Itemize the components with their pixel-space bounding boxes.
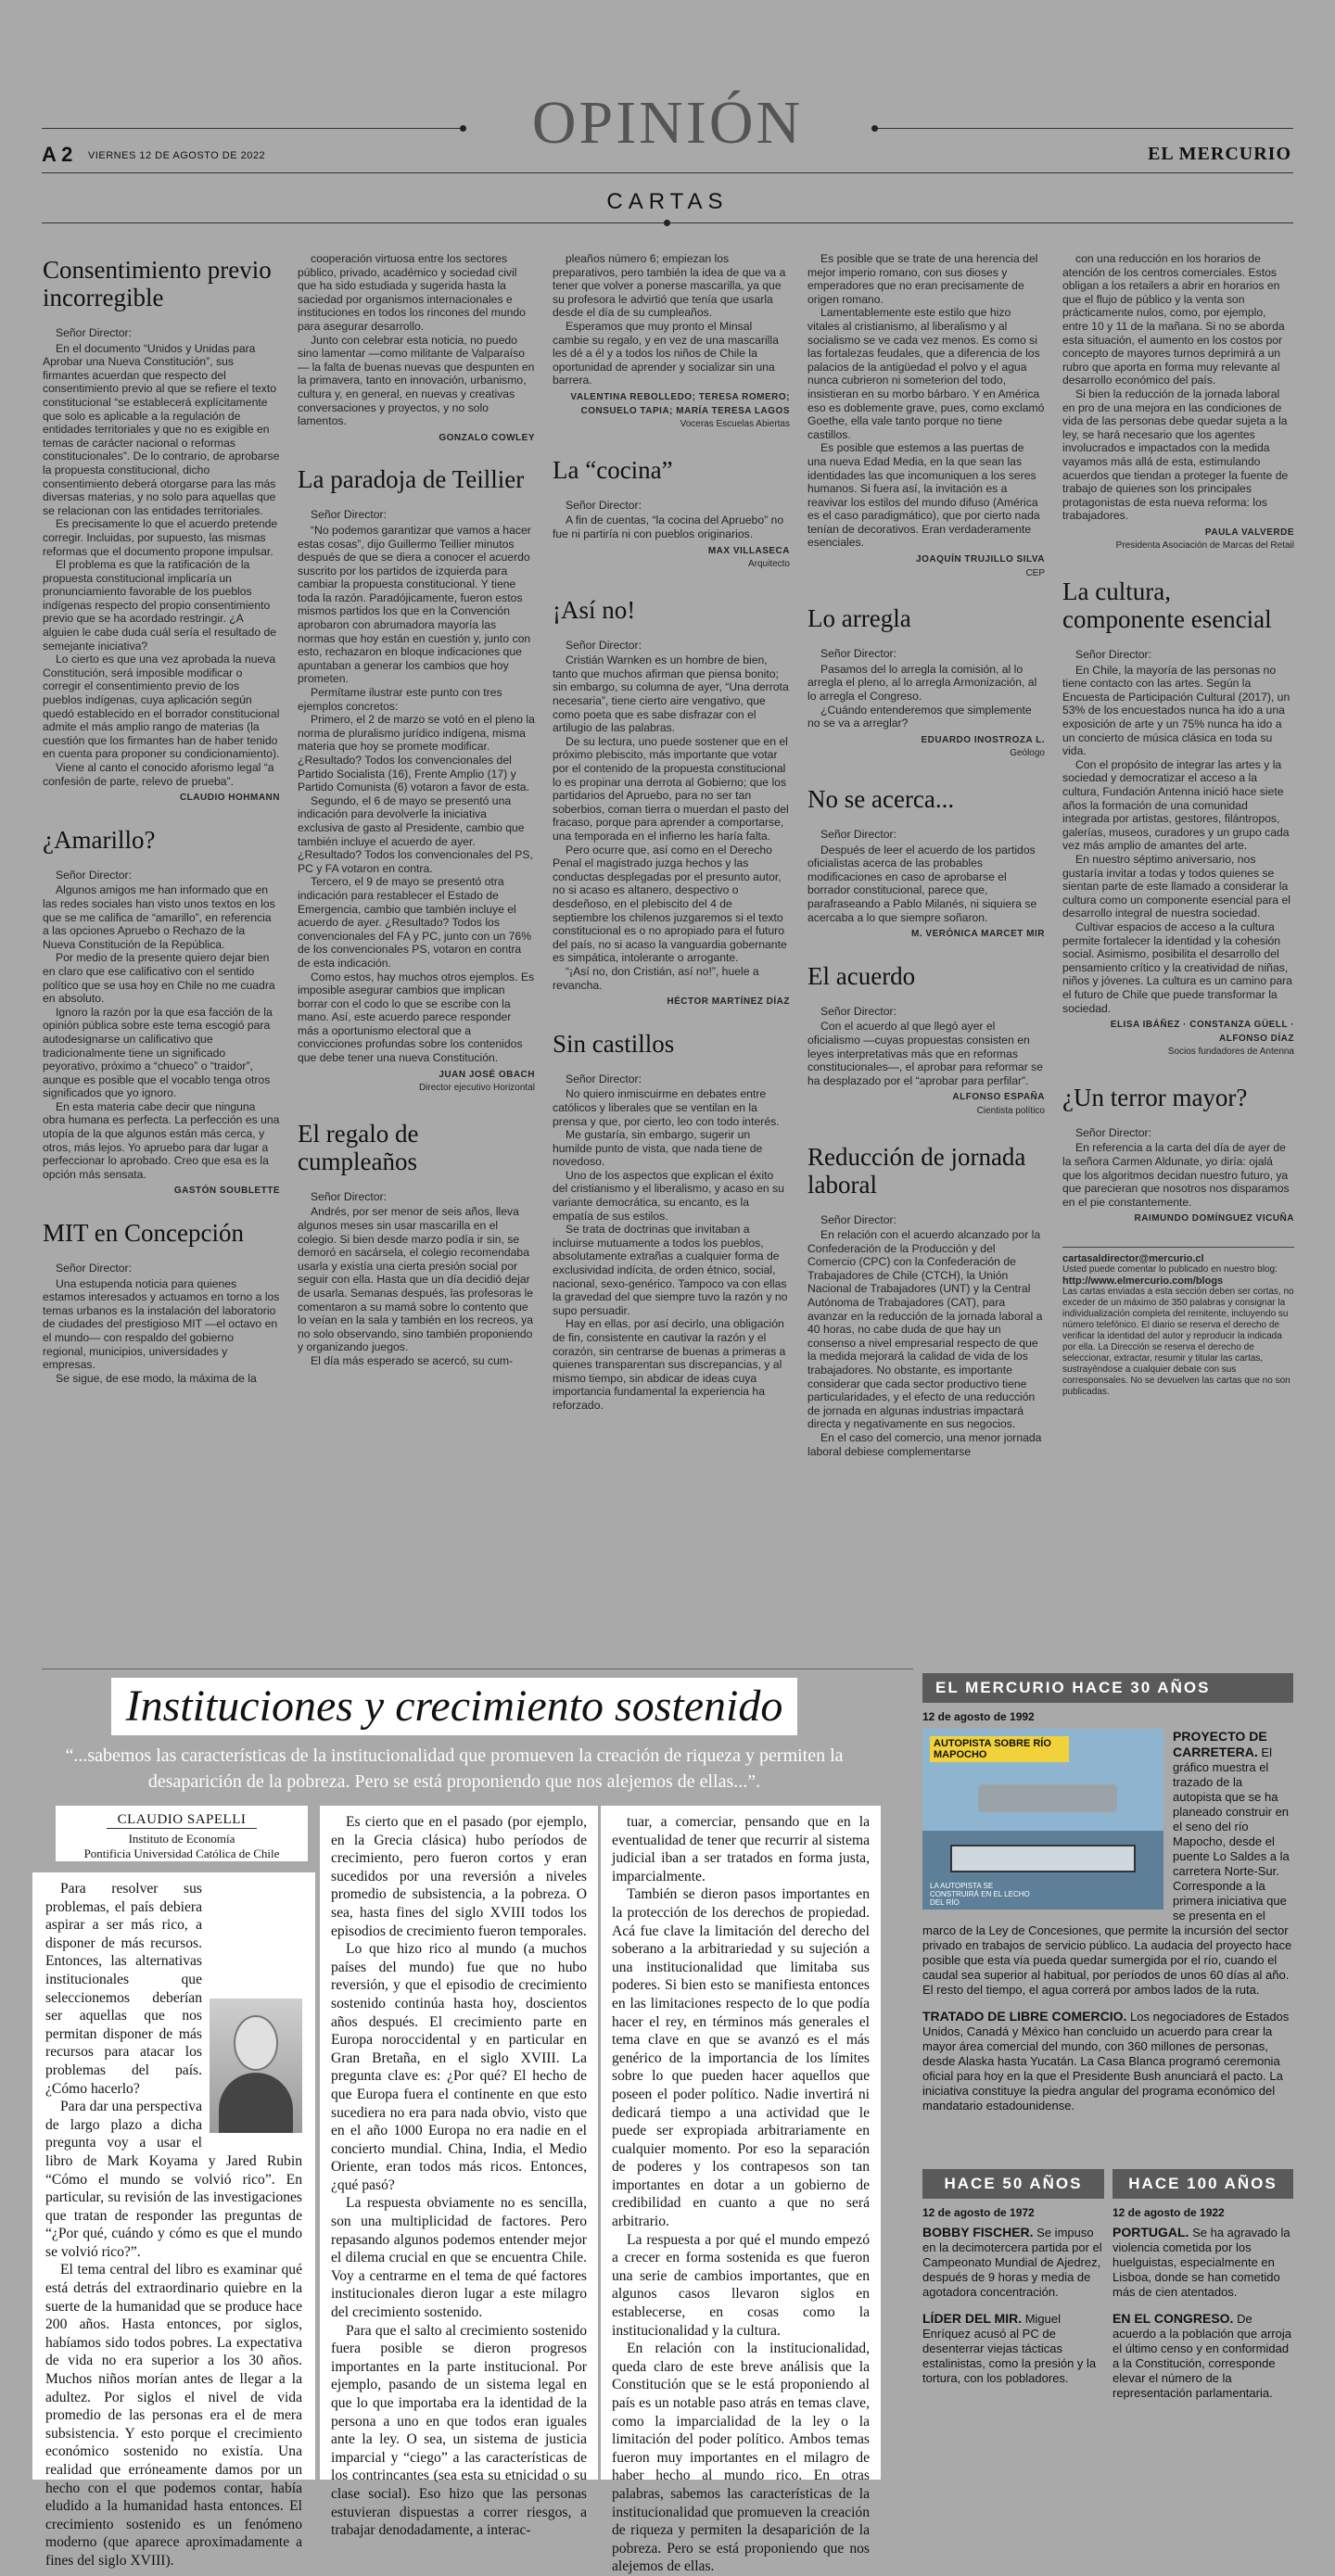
letters-column-1 <box>43 252 280 1405</box>
letter-signature: GONZALO COWLEY <box>439 432 535 443</box>
letter-paragraph: Después de leer el acuerdo de los partidos oficialistas acerca de las probables modificaciones en caso de aprobarse el borrador constitucional, parece que, parafraseando a Pablo Milanés, ni siquiera se acercaba a lo que siempre soñaron. <box>807 843 1037 924</box>
blog-url[interactable]: http://www.elmercurio.com/blogs <box>1062 1275 1224 1288</box>
letter-paragraph: Se trata de doctrinas que invitaban a incluirse mutuamente a todos los pueblos, absolutamente extrañas a cualquier forma de exclusividad indícita, de orden étnico, social, nacional, sexo-genérico. Tampoco va con ellas la gravedad del que siempre tuvo la razón y no supo persuadir. <box>553 1223 788 1317</box>
letter-paragraph: “¡Así no, don Cristián, así no!”, huele a revancha. <box>553 964 759 992</box>
column-paragraph: La respuesta obviamente no es sencilla, son una multiplicidad de factores. Pero repasando algunos podemos entender mejor el dilema crucial en que se encuentra Chile. Voy a centrarme en el tema de qué factores institucionales dieron lugar a este milagro del crecimiento sostenido. <box>331 2195 587 2321</box>
letter-paragraph: Si bien la reducción de la jornada laboral en pro de una mejora en las condiciones de vida de las personas debe quedar sujeta a la ley, se hará necesario que los agentes involucrados e impactados con la medida vayamos más allá de esta, estimulando acuerdos que tiendan a proteger la fuente de trabajo de quienes son los principales protagonistas de esta nueva reforma: los trabajadores. <box>1062 387 1289 523</box>
history-item-text: De acuerdo a la población que arroja el último censo y en conformidad a la Constitución, corresponde elevar el número de la representación parlamentaria. <box>1112 2312 1291 2400</box>
letter-paragraph: Andrés, por ser menor de seis años, lleva algunos meses sin usar mascarilla en el colegio. Si bien desde marzo podía ir sin, se demoró en sacársela, el colegio recomendaba usarla y existía una cierta presión social por seguir con ella. Hasta que un día decidió dejar de usarla. Semanas después, las profesoras le comentaron a su mamá sobre lo contento que lo veían en la sala y también en los recreos, ya no solo observando, sino también proponiendo y organizando juegos. <box>298 1205 534 1354</box>
letter-salutation: Señor Director: <box>311 1189 387 1203</box>
history-item-text: Miguel Enríquez acusó al PC de desenterrar viejas tácticas estalinistas, como la presión y la tortura, con los pobladores. <box>922 2312 1097 2385</box>
letter-title: Consentimiento previo incorregible <box>43 256 272 311</box>
letter-signature: MAX VILLASECA <box>707 545 790 556</box>
author-university: Pontificia Universidad Católica de Chile <box>83 1846 280 1860</box>
letter-paragraph: Segundo, el 6 de mayo se presentó una indicación para devolverle la iniciativa exclusiva de gasto al Presidente, cambio que también incluye el acuerdo de ayer. ¿Resultado? Todos los convencionales del PS, PC y FA votaron en contra. <box>298 793 533 875</box>
history-30-infographic <box>922 1729 1163 1910</box>
column-paragraph: El tema central del libro es examinar qué está detrás del extraordinario quiebre en la suerte de la humanidad que se produce hace 200 años. Hasta entonces, por siglos, habíamos sido todos pobres. La expectativa de vida no era superior a los 30 años. Muchos niños morían antes de llegar a la adultez. Por siglos el nivel de vida promedio de las personas era el de mera subsistencia. Y esto porque el crecimiento económico sostenido no existía. Una realidad que erróneamente damos por un hecho con el que podemos contar, había eludido a la humanidad hasta entonces. El crecimiento sostenido es un fenómeno moderno (que aparece aproximadamente a fines del siglo XVIII). <box>45 2262 302 2569</box>
letter-paragraph: En el documento “Unidos y Unidas para Aprobar una Nueva Constitución”, sus firmantes acuerdan que respecto del consentimiento previo al que se refiere el texto constitucional “se establecerá explícitamente que solo es aplicable a la regulación de entidades territoriales y que no es exigible en temas de carácter nacional o reformas constitucionales”. De lo contrario, de aprobarse la propuesta constitucional, dicho consentimiento deberá otorgarse para las más diversas materias, y no solo para aquellas que se relacionan con las entidades territoriales. <box>43 341 280 517</box>
letter-paragraph: Me gustaría, sin embargo, sugerir un humilde punto de vista, que nada tiene de novedoso. <box>553 1128 763 1169</box>
letter-paragraph: En nuestro séptimo aniversario, nos gustaría invitar a todas y todos quienes se sientan parte de este llamado a considerar la cultura como un componente esencial para el desarrollo integral de nuestra sociedad. <box>1062 852 1290 920</box>
column-text-2-box <box>320 1806 598 2539</box>
letter-role: Voceras Escuelas Abiertas <box>680 419 790 430</box>
letter-paragraph: Es posible que se trate de una herencia del mejor imperio romano, con sus dioses y emperadores que no eran precisamente de origen romano. <box>807 252 1038 306</box>
letter-paragraph: Lamentablemente este estilo que hizo vitales al cristianismo, al liberalismo y al socialismo se ve cada vez menos. Es como si las fortalezas feudales, que a diferencia de los palacios de la antigüedad el polvo y el agua nunca cubrieron ni someterion del todo, insistieran en su morbo bárbaro. Y en América eso es doblemente grave, pues, como exclamó Goethe, ella vale tanto porque no tiene castillos. <box>807 306 1045 441</box>
letter-paragraph: En referencia a la carta del día de ayer de la señora Carmen Aldunate, yo diría: ojalá que los algoritmos decidan nuestro futuro, ya que parecieran que nosotros nos disparamos en el pie constantemente. <box>1062 1141 1290 1209</box>
letter-title: La “cocina” <box>553 455 673 484</box>
column-text-2 <box>331 1813 587 2540</box>
letter-paragraph: En el caso del comercio, una menor jornada laboral debiese complementarse <box>807 1431 1042 1458</box>
letter-signature: PAULA VALVERDE <box>1204 527 1294 538</box>
column-title: Instituciones y crecimiento sostenido <box>111 1678 797 1735</box>
letter-title: MIT en Concepción <box>43 1219 244 1248</box>
history-item-text: Se impuso en la decimotercera partida por el Campeonato Mundial de Ajedrez, después de 9 horas y media de agotadora concentración. <box>922 2226 1102 2299</box>
letter <box>1062 577 1294 1060</box>
column-text-1 <box>45 1880 302 2570</box>
letter-paragraph: Cultivar espacios de acceso a la cultura permite fortalecer la identidad y la cohesión social. Asimismo, posibilita el desarrollo del pensamiento crítico y la creatividad de niñas, niños y jóvenes. La cultura es un camino para el futuro de Chile que puede transformar la sociedad. <box>1062 920 1292 1015</box>
letter-signature: ELISA IBÁÑEZ · CONSTANZA GÜELL · ALFONSO DÍAZ <box>1110 1020 1294 1044</box>
letter-paragraph: El día más esperado se acercó, su cum- <box>311 1353 514 1367</box>
letters-column-4 <box>807 252 1045 1478</box>
history-30 <box>922 1673 1293 2125</box>
letter-role: CEP <box>1025 567 1045 578</box>
letter-paragraph: Ignoro la razón por la que esa facción de la opinión pública sobre este tema escogió para autodesignarse un calificativo que tradicionalmente tiene un significado peyorativo, próximo a “chueco” o “traidor”, aunque es posible que el vocablo tenga otros significados que yo ignoro. <box>43 1005 273 1100</box>
cartas-dot <box>664 220 670 226</box>
history-30-header: EL MERCURIO HACE 30 AÑOS <box>922 1673 1293 1703</box>
letter-paragraph: cooperación virtuosa entre los sectores público, privado, académico y sociedad civil que ha sido estudiada y sugerida hasta la saciedad por organismos internacionales e instituciones en todos los rincones del mundo para asegurar desarrollo. <box>298 252 526 333</box>
letter-title: La paradoja de Teillier <box>298 465 525 494</box>
column-paragraph: Para que el salto al crecimiento sostenido fuera posible se dieron progresos importantes en la parte institucional. Por ejemplo, pasando de un sistema legal en que lo que importaba era la identidad de la persona a uno en que todos eran iguales ante la ley. O sea, un sistema de justicia imparcial y “ciego” a las características de los contrincantes (sea esta su etnicidad o su clase social). Eso hizo que las personas estuvieran dispuestas a correr riesgos, a trabajar denodadamente, a interac- <box>331 2322 587 2539</box>
letter <box>1062 1084 1294 1226</box>
letter-salutation: Señor Director: <box>820 1212 896 1226</box>
history-50 <box>922 2169 1104 2397</box>
letter-paragraph: De su lectura, uno puede sostener que en el próximo plebiscito, más importante que votar por el contenido de la propuesta constitucional lo es propinar una derrota al Gobierno; que los partidarios del Apruebo, para no ser tan soberbios, coman tierra o muerdan el pasto del fracaso, porque para aprender a comportarse, una temporada en el infierno les haría falta. <box>553 734 789 843</box>
letter-role: Director ejecutivo Horizontal <box>418 1083 535 1094</box>
history-item <box>922 2009 1293 2113</box>
history-50-items <box>922 2225 1104 2386</box>
column-quote: “...sabemos las características de la institucionalidad que promueven la creación de riqueza y permiten la desaparición de la pobreza. Pero se está proponiendo que nos alejemos de ellas...”. <box>65 1745 844 1792</box>
letter-paragraph: Pero ocurre que, así como en el Derecho Penal el magistrado juzga hechos y las conductas desplegadas por el presunto autor, no si acaso es altanero, despectivo o desdeñoso, en el plebiscito del 4 de septiembre los chilenos juzgaremos si el texto constitucional es o no apropiado para el futuro del país, no si acaso la vanguardia gobernante es simpática, intolerante o arrogante. <box>553 843 787 965</box>
letter <box>43 1219 280 1385</box>
letters-rules: Las cartas enviadas a esta sección deben ser cortas, no exceder de un máximo de 350 palabras y consignar la individualización completa del remitente, incluyendo su número telefónico. El diario se reserva el derecho de verificar la identidad del autor y reproducir la indicada por ella. La Dirección se reserva el derecho de seleccionar, extractar, resumir y titular las cartas, sustrayéndose a cualquier debate con sus corresponsales. No se devuelven las cartas que no son publicadas. <box>1062 1287 1294 1398</box>
letter-paragraph: “No podemos garantizar que vamos a hacer estas cosas”, dijo Guillermo Teillier minutos después de que se diera a conocer el acuerdo suscrito por los partidos de izquierda para cambiar la propuesta constitucional. Y tiene toda la razón. Paradójicamente, fueron estos mismos partidos los que en la Convención aprobaron con abrumadora mayoría las normas que hoy están en cuestión y, junto con esto, rechazaron en bloque indicaciones que apuntaban a generar los cambios que hoy prometen. <box>298 523 531 686</box>
letter-salutation: Señor Director: <box>566 498 642 512</box>
history-item <box>922 2225 1104 2300</box>
header-rule <box>42 172 1293 173</box>
letter-paragraph: A fin de cuentas, “la cocina del Apruebo” no fue ni partiría ni con pueblos originarios. <box>553 514 784 540</box>
letter-title: ¿Amarillo? <box>43 825 156 854</box>
column-paragraph: Es cierto que en el pasado (por ejemplo, en la Grecia clásica) hubo períodos de crecimiento, pero fueron cortos y eran sucedidos por una reversión a niveles promedio de subsistencia, a la pobreza. O sea, hasta fines del siglo XVIII todos los episodios de crecimiento fueron temporales. <box>331 1814 587 1939</box>
letter-paragraph: pleaños número 6; empiezan los preparativos, pero también la idea de que va a tener que volver a ponerse mascarilla, ya que su profesora le advirtió que tenía que usarla desde el día de su cumpleaños. <box>553 252 786 320</box>
letter <box>807 604 1045 761</box>
history-30-date: 12 de agosto de 1992 <box>922 1710 1035 1723</box>
letter-paragraph: Algunos amigos me han informado que en las redes sociales han visto unos textos en los que se me califica de “amarillo”, en referencia a las opciones Apruebo o Rechazo de la Nueva Constitución de la República. <box>43 883 275 951</box>
column-paragraph: tuar, a comerciar, pensando que en la eventualidad de tener que recurrir al sistema judicial iban a ser tratados en forma justa, imparcialmente. <box>612 1814 870 1884</box>
column-author: CLAUDIO SAPELLI <box>107 1812 258 1829</box>
letter-salutation: Señor Director: <box>1075 648 1151 662</box>
column-paragraph: Para dar una perspectiva de largo plazo a dicha pregunta voy a usar el libro de Mark Koyama y Jared Rubin “Cómo el mundo se volvió rico”. En particular, su revisión de las investigaciones que tratan de responder las preguntas de “¿Por qué, cuándo y cómo es que el mundo se volvió rico?”. <box>45 2099 302 2260</box>
letters-column-3 <box>553 252 790 1433</box>
history-100-items <box>1112 2225 1293 2401</box>
letter-role: Geólogo <box>1010 748 1045 759</box>
letter-signature: JOAQUÍN TRUJILLO SILVA <box>916 554 1045 565</box>
letter-role: Socios fundadores de Antenna <box>1167 1047 1294 1058</box>
letter-paragraph: Con el propósito de integrar las artes y la sociedad y democratizar el acceso a la cultura, Fundación Antenna inició hace siete años la formación de una comunidad integrada por artistas, gestores, filántropos, galerías, museos, curadores y un grupo cada vez más amplio de amantes del arte. <box>1062 757 1290 853</box>
letter-title: La cultura, componente esencial <box>1062 577 1272 634</box>
letter-signature: ALFONSO ESPAÑA <box>952 1092 1045 1103</box>
history-item-text: El gráfico muestra el trazado de la autopista que se ha planeado construir en el seno del río Mapocho, desde el puente Lo Saldes a la carretera Norte-Sur. Corresponde a la primera iniciativa que se presenta en el marco de la Ley de Concesiones, que permite la incursión del sector privado en trabajos de servicio público. La audacia del proyecto hace posible que esta vía pueda quedar sumergida por el río, cuando el caudal sea superior al habitual, por períodos de unos 60 días al año. El resto del tiempo, el agua correrá por ambos lados de la ruta. <box>922 1745 1292 1997</box>
letter-paragraph: con una reducción en los horarios de atención de los centros comerciales. Estos obligan a los retailers a abrir en horarios en que el flujo de público y la venta son prácticamente nulos, como, por ejemplo, entre 10 y 11 de la mañana. Si no se aborda esta situación, el aumento en los costos por concepto de mayores turnos deprimirá a un rubro que aporta en forma muy relevante al desarrollo económico del país. <box>1062 252 1285 387</box>
column-text-3-box <box>601 1806 881 2575</box>
author-photo <box>210 1999 302 2133</box>
letter-paragraph: Viene al canto el conocido aforismo legal “a confesión de parte, relevo de prueba”. <box>43 761 274 788</box>
history-item-text: Se ha agravado la violencia cometida por los huelguistas, especialmente en Lisboa, donde se han cometido más de cien atentados. <box>1112 2226 1290 2299</box>
history-item <box>922 2311 1104 2386</box>
letter-paragraph: Lo cierto es que una vez aprobada la nueva Constitución, será imposible modificar o corregir el consentimiento previo de los pueblos indígenas, cuya aplicación según quedó establecido en el borrador constitucional admite el más amplio rango de materias (la cuestión que los firmantes han de haber tenido en cuenta para proponer su condicionamiento). <box>43 653 280 761</box>
history-item-head: LÍDER DEL MIR. <box>922 2311 1023 2326</box>
history-item-head: PROYECTO DE CARRETERA. <box>1173 1729 1267 1759</box>
letter-paragraph: Es precisamente lo que el acuerdo pretende corregir. Incluidas, por supuesto, las mismas reformas que el documento propone impulsar. <box>43 517 278 558</box>
letter <box>553 456 790 572</box>
column-paragraph: Lo que hizo rico al mundo (a muchos países del mundo) fue que no hubo reversión, y que el episodio de crecimiento sostenido continúa hasta hoy, doscientos años después. El crecimiento parte en Europa noroccidental y en particular en Gran Bretaña, en el siglo XVIII. La pregunta clave es: ¿Por qué? El hecho de que Europa fuera el continente en que esto sucediera no era para nada obvio, visto que en el año 1000 Europa no era nadie en el concierto mundial. China, India, el Medio Oriente, eran todos más ricos. Entonces, ¿qué pasó? <box>331 1941 587 2193</box>
column-paragraph: La respuesta a por qué el mundo empezó a crecer en forma sostenida es que fueron una serie de cambios importantes, que en algunos casos llevaron siglos en establecerse, en cosas como la institucionalidad y la cultura. <box>612 2231 870 2339</box>
letter <box>807 252 1045 580</box>
history-100 <box>1112 2169 1293 2412</box>
letter <box>298 465 535 1096</box>
letter-paragraph: Permítame ilustrar este punto con tres ejemplos concretos: <box>298 686 502 713</box>
letter-paragraph: Como estos, hay muchos otros ejemplos. Es imposible asegurar cambios que implican borrar con el codo lo que se escribe con la mano. Así, este acuerdo parece responder más a oportunismo electoral que a convicciones profundas sobre los contenidos que debe tener una nueva Constitución. <box>298 970 535 1065</box>
letter-paragraph: Hay en ellas, por así decirlo, una obligación de fin, consistente en cautivar la razón y el corazón, sin centrarse de buenas a primeras a quienes transparentan sus discrepancias, y al mismo tiempo, sin abdicar de ideas cuya importancia fundamental la experiencia ha reforzado. <box>553 1317 786 1412</box>
page-number: A 2 <box>42 143 73 166</box>
letter-paragraph: Pasamos del lo arregla la comisión, al lo arregla el pleno, al lo arregla Armonización, al lo arregla el Congreso. <box>807 662 1037 704</box>
column-paragraph: Para resolver sus problemas, el país debiera aspirar a ser más rico, a disponer de más recursos. Entonces, las alternativas institucionales que seleccionemos deberían ser aquellas que nos permitan disponer de más recursos para atacar los problemas del país. ¿Cómo hacerlo? <box>45 1881 202 2097</box>
letter-paragraph: Primero, el 2 de marzo se votó en el pleno la norma de pluralismo jurídico indígena, misma materia que hoy se promete modificar. ¿Resultado? Todos los convencionales del Partido Socialista (16), Frente Amplio (17) y Partido Comunista (6) votaron a favor de esta. <box>298 713 535 794</box>
letter-title: ¡Así no! <box>553 595 636 624</box>
history-100-header: HACE 100 AÑOS <box>1112 2169 1293 2199</box>
letter-paragraph: Con el acuerdo al que llegó ayer el oficialismo —cuyas propuestas consisten en leyes interpretativas más que en reformas constitucionales—, el aprobar para reformar se ha desplazado por el “aprobar para perfilar”. <box>807 1020 1044 1087</box>
letter-signature: GASTÓN SOUBLETTE <box>173 1186 280 1197</box>
letters-email[interactable]: cartasaldirector@mercurio.cl <box>1062 1253 1204 1265</box>
letter-salutation: Señor Director: <box>56 326 132 339</box>
letter-paragraph: Por medio de la presente quiero dejar bien en claro que ese calificativo con el sentido político que se usa hoy en Chile no me cuadra en absoluto. <box>43 951 275 1006</box>
letter-paragraph: ¿Cuándo entenderemos que simplemente no se va a arreglar? <box>807 703 1032 730</box>
letter-paragraph: En esta materia cabe decir que ninguna obra humana es perfecta. La perfección es una utopía de la que algunos están más cerca, y otros, más lejos. Yo apruebo para dar lugar a perfeccionar lo aprobado. Creo que esa es la opción más sensata. <box>43 1099 280 1181</box>
letter-salutation: Señor Director: <box>566 638 642 652</box>
history-item-head: BOBBY FISCHER. <box>922 2225 1034 2240</box>
letter-title: Sin castillos <box>553 1029 675 1058</box>
letter <box>807 962 1045 1119</box>
letter-paragraph: Esperamos que muy pronto el Minsal cambie su regalo, y en vez de una mascarilla les dé a él y a todos los niños de Chile la oportunidad de aprender y socializar sin una barrera. <box>553 319 779 387</box>
letter-paragraph: Se sigue, de ese modo, la máxima de la <box>56 1371 257 1385</box>
column-paragraph: En relación con la institucionalidad, queda claro de este breve análisis que la Constitución que se le está proponiendo al país es un notable paso atrás en temas clave, como la imparcialidad de la ley o la limitación del poder político. Ambos temas fueron muy importantes en el milagro de haber hecho al mundo rico. En otras palabras, sabemos las características de la institucionalidad que promueven la creación de riqueza y permiten la desaparición de la pobreza. Pero se está proponiendo que nos alejemos de ellas. <box>612 2341 870 2575</box>
letter-salutation: Señor Director: <box>820 1004 896 1018</box>
letter-paragraph: El problema es que la ratificación de la propuesta constitucional implicaría un pronunciamiento favorable de los pueblos indígenas respecto del propio consentimiento previo que se ha acordado restringir. ¿A alguien le cabe duda cuál sería el resultado de semejante iniciativa? <box>43 558 277 653</box>
history-item-head: TRATADO DE LIBRE COMERCIO. <box>922 2009 1127 2024</box>
letter-title: Lo arregla <box>807 604 911 633</box>
letter-role: Arquitecto <box>747 559 790 570</box>
history-item <box>1112 2311 1293 2401</box>
letter-signature: JUAN JOSÉ OBACH <box>439 1069 535 1080</box>
column-text-1-box <box>32 1872 315 2569</box>
section-title: OPINIÓN <box>531 89 804 157</box>
infographic-label: LA AUTOPISTA SE CONSTRUIRÁ EN EL LECHO DEL RÍO <box>930 1882 1030 1907</box>
letter-title: No se acerca... <box>807 785 955 813</box>
letter-salutation: Señor Director: <box>820 647 896 661</box>
letter <box>43 826 280 1199</box>
letter-paragraph: Cristián Warnken es un hombre de bien, tanto que muchos afirman que piensa bonito; sin embargo, su columna de ayer, “Una derrota necesaria”, tiene cierto aire vengativo, que como poeta que es sabe disfrazar con el artilugio de las palabras. <box>553 654 789 735</box>
page-date: VIERNES 12 DE AGOSTO DE 2022 <box>88 150 266 161</box>
letter-role: Cientista político <box>976 1105 1045 1116</box>
letter-signature: EDUARDO INOSTROZA L. <box>921 734 1045 745</box>
letter <box>298 252 535 445</box>
letter-paragraph: Es posible que estemos a las puertas de una nueva Edad Media, en la que sean las identidades las que incomuniquen a los seres humanos. Si fuera así, la invitación es a reavivar los estilos del mundo difuso (América es el caso paradigmático), que por cierto nada tenían de decorativos. Eran verdaderamente esenciales. <box>807 441 1040 550</box>
letter <box>807 1143 1045 1459</box>
letter-salutation: Señor Director: <box>311 508 387 522</box>
letter-signature: M. VERÓNICA MARCET MIR <box>911 929 1045 940</box>
author-institute: Instituto de Economía <box>128 1832 235 1846</box>
letter-title: ¿Un terror mayor? <box>1062 1083 1248 1111</box>
letter-paragraph: Uno de los aspectos que explican el éxito del cristianismo y el liberalismo, y acaso en su variante democrática, su encanto, es la empatía de sus estilos. <box>553 1168 784 1223</box>
letter-title: Reducción de jornada laboral <box>807 1142 1026 1199</box>
history-item-head: PORTUGAL. <box>1112 2225 1189 2240</box>
blog-line: Usted puede comentar lo publicado en nuestro blog: <box>1062 1264 1278 1275</box>
letter-salutation: Señor Director: <box>1075 1125 1151 1139</box>
letter <box>553 1030 790 1413</box>
letter-paragraph: En relación con el acuerdo alcanzado por la Confederación de la Producción y del Comercio (CPC) con la Confederación de Trabajadores de Chile (CTCH), la Unión Nacional de Trabajadores (UNT) y la Central Autónoma de Trabajadores (CAT), para avanzar en la reducción de la jornada laboral a 40 horas, no cabe duda de que hay un consenso a nivel empresarial respecto de que la medida mejorará la calidad de vida de los trabajadores. No obstante, es importante considerar que cada sector productivo tiene particularidades, y el efecto de una reducción de jornada en algunas industrias impactará directa y negativamente en sus negocios. <box>807 1228 1043 1431</box>
letter <box>553 252 790 432</box>
history-50-date: 12 de agosto de 1972 <box>922 2206 1035 2219</box>
letter-paragraph: En Chile, la mayoría de las personas no tiene contacto con las artes. Según la Encuesta de Participación Cultural (2017), un 53% de los encuestados nunca ha ido a una exposición de arte y un 75% nunca ha ido a un concierto de música clásica en toda su vida. <box>1062 663 1290 758</box>
letters-column-5 <box>1062 252 1294 1398</box>
infographic-title: AUTOPISTA SOBRE RÍO MAPOCHO <box>930 1736 1069 1762</box>
letter-paragraph: Tercero, el 9 de mayo se presentó otra indicación para restablecer el Estado de Emergencia, cambio que también incluye el acuerdo de ayer. ¿Resultado? Todos los convencionales del FA y PC, junto con un 76% de los convencionales PS, votaron en contra de esta indicación. <box>298 875 532 970</box>
history-item-text: Los negociadores de Estados Unidos, Canadá y México han concluido un acuerdo para crear la mayor área comercial del mundo, con 360 millones de personas, desde Alaska hasta Yucatán. La Casa Blanca programó ceremonia oficial para hoy en la que el Presidente Bush anunciará el pacto. La iniciativa constituye la piedra angular del programa económico del mandatario estadounidense. <box>922 2010 1290 2113</box>
subsection-title: CARTAS <box>606 189 729 214</box>
letter-paragraph: No quiero inmiscuirme en debates entre católicos y liberales que se ventilan en la prensa y que, por cierto, leo con todo interés. <box>553 1087 780 1128</box>
history-item <box>1112 2225 1293 2300</box>
letter <box>807 785 1045 942</box>
history-item-head: EN EL CONGRESO. <box>1112 2311 1234 2326</box>
brand-logo: EL MERCURIO <box>1148 144 1291 164</box>
letter-salutation: Señor Director: <box>56 1262 132 1275</box>
column-text-3 <box>612 1813 870 2576</box>
letters-column-2 <box>298 252 535 1389</box>
letter-title: El regalo de cumpleaños <box>298 1119 419 1175</box>
letter-title: El acuerdo <box>807 961 916 990</box>
letter-signature: HÉCTOR MARTÍNEZ DÍAZ <box>667 996 790 1008</box>
letters-info <box>1062 1247 1294 1398</box>
letter-salutation: Señor Director: <box>566 1072 642 1085</box>
letter-role: Presidenta Asociación de Marcas del Retail <box>1115 540 1294 552</box>
letter-signature: CLAUDIO HOHMANN <box>179 793 280 804</box>
letter-signature: RAIMUNDO DOMÍNGUEZ VICUÑA <box>1134 1213 1294 1225</box>
history-50-header: HACE 50 AÑOS <box>922 2169 1104 2199</box>
history-100-date: 12 de agosto de 1922 <box>1112 2206 1225 2219</box>
letter <box>43 256 280 806</box>
letter-paragraph: Junto con celebrar esta noticia, no puedo sino lamentar —como militante de Valparaíso— la falta de buenas nuevas que despunten en la primavera, tanto en innovación, urbanismo, cultura y, en general, en nuevas y creativas conversaciones y proyectos, y no solo lamentos. <box>298 333 535 428</box>
author-box <box>56 1806 308 1861</box>
letter-salutation: Señor Director: <box>820 828 896 841</box>
letter <box>553 596 790 1009</box>
letter-paragraph: Una estupenda noticia para quienes estamos interesados y actuamos en torno a los temas urbanos es la instalación del laboratorio de ciudades del prestigioso MIT —el octavo en el mundo— con respaldo del gobierno regional, municipios, universidades y empresas. <box>43 1276 280 1372</box>
letter-signature: VALENTINA REBOLLEDO; TERESA ROMERO; CONSUELO TAPIA; MARÍA TERESA LAGOS <box>570 391 790 416</box>
letter <box>1062 252 1294 553</box>
column-paragraph: También se dieron pasos importantes en la protección de los derechos de propiedad. Acá fue clave la limitación del derecho del soberano a la arbitrariedad y su sujeción a una institucionalidad que limitaba sus poderes. Si bien esto se manifiesta entonces en las limitaciones respecto de lo que podía hacer el rey, en términos más generales el tema clave en que se avanzó es el más genérico de la importancia de los límites sobre lo que pueden hacer aquellos que poseen el poder político. Nadie invertirá ni dedicará tiempo a una actividad que le puede ser expropiada arbitrariamente en cualquier momento. Por eso la separación de poderes y los contrapesos son tan importantes en dotar a un gobierno de credibilidad en cuanto a que no será arbitrario. <box>612 1886 870 2230</box>
letter <box>298 1120 535 1368</box>
letter-salutation: Señor Director: <box>56 868 132 882</box>
